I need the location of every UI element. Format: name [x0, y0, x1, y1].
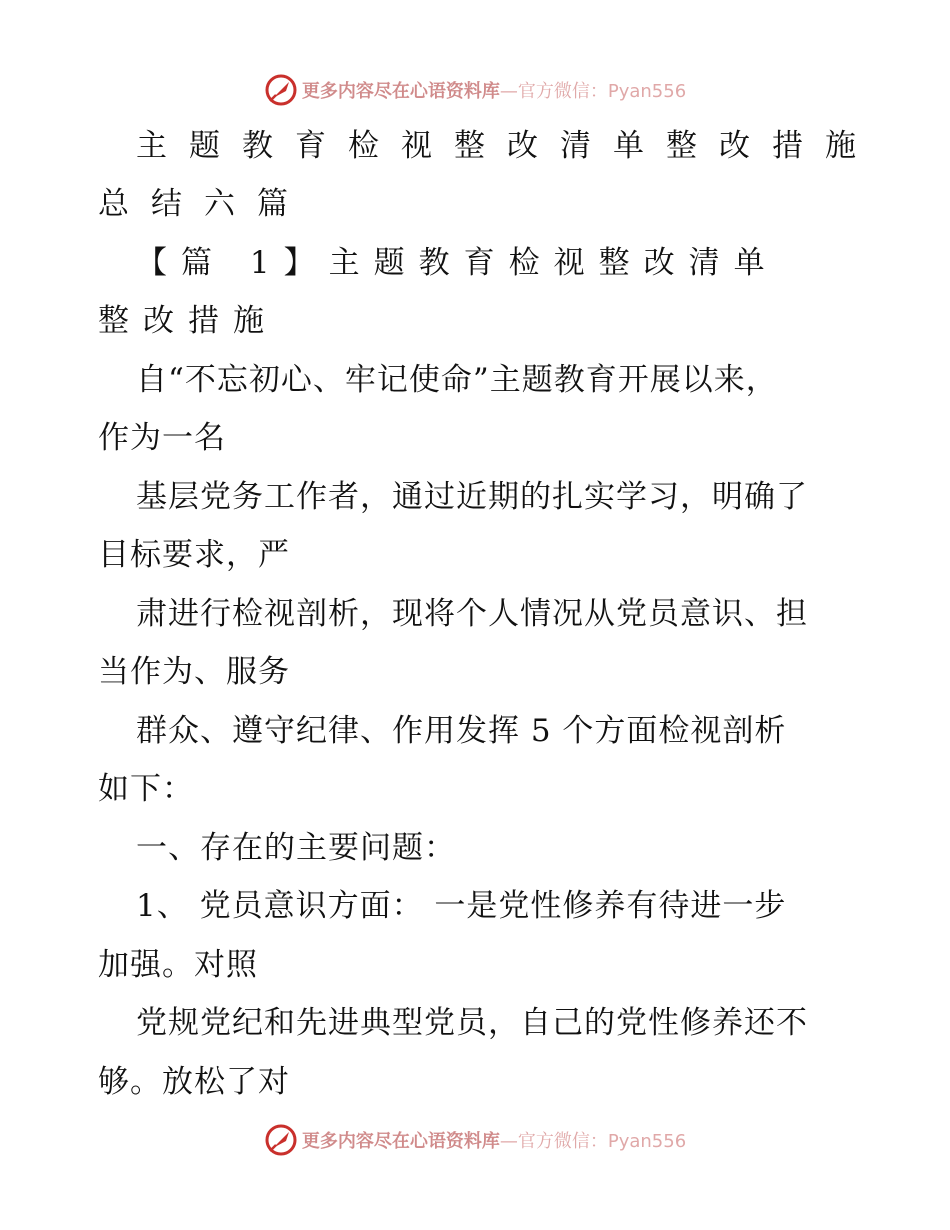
paragraph-line: 群众、遵守纪律、作用发挥 5 个方面检视剖析 [136, 713, 787, 749]
paragraph-line: 目标要求，严 [98, 537, 290, 573]
footer-banner [0, 1118, 950, 1162]
paragraph-line: 够。放松了对 [98, 1064, 290, 1100]
document-title-continued: 总结六篇 [98, 186, 310, 222]
section-heading: 【篇 1】主题教育检视整改清单 [136, 245, 779, 281]
header-banner [0, 68, 950, 112]
quill-logo-icon [264, 73, 298, 107]
paragraph-line: 自“不忘初心、牢记使命”主题教育开展以来， [136, 362, 778, 398]
banner-sub-text: —官方微信：Pyan556 [499, 1131, 687, 1152]
document-title: 主题教育检视整改清单整改措施 [136, 128, 878, 164]
quill-logo-icon [264, 1123, 298, 1157]
paragraph-line: 1、 党员意识方面： 一是党性修养有待进一步 [136, 888, 787, 924]
paragraph-line: 肃进行检视剖析，现将个人情况从党员意识、担 [136, 596, 808, 632]
subheading-problems: 一、存在的主要问题： [136, 830, 456, 866]
paragraph-line: 基层党务工作者，通过近期的扎实学习，明确了 [136, 479, 808, 515]
paragraph-line: 加强。对照 [98, 947, 258, 983]
banner-sub-text: —官方微信：Pyan556 [499, 81, 687, 102]
banner-main-text: 更多内容尽在心语资料库 [301, 81, 500, 102]
paragraph-line: 如下： [98, 771, 194, 807]
paragraph-line: 当作为、服务 [98, 654, 290, 690]
banner-main-text: 更多内容尽在心语资料库 [301, 1131, 500, 1152]
paragraph-line: 作为一名 [98, 420, 226, 456]
section-heading-continued: 整改措施 [98, 303, 278, 339]
paragraph-line: 党规党纪和先进典型党员，自己的党性修养还不 [136, 1005, 808, 1041]
